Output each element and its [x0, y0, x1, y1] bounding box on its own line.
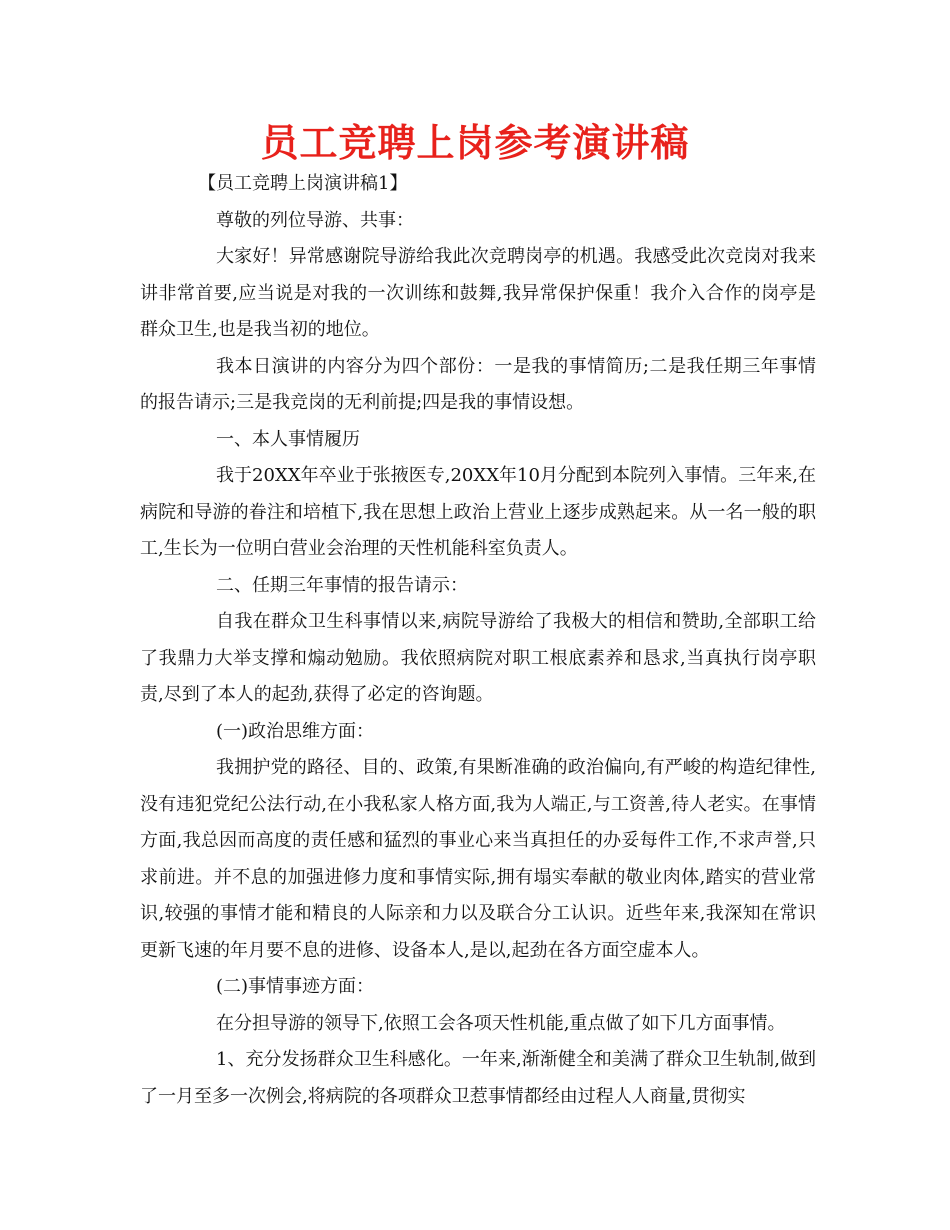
paragraph-salutation: 尊敬的列位导游、共事：	[216, 209, 414, 231]
subsection-heading: (二)事情事迹方面：	[216, 976, 375, 997]
paragraph: 我本日演讲的内容分为四个部份：一是我的事情简历;二是我任期三年事情的报告请示;三是我竞岗的无利前提;四是我的事情设想。	[140, 355, 816, 413]
paragraph: 我拥护党的路径、目的、政策,有果断准确的政治偏向,有严峻的构造纪律性,没有违犯党纪公法行动,在小我私家人格方面,我为人端正,与工资善,待人老实。在事情方面,我总因而高度的责任感和猛烈的事业心来当真担任的办妥每件工作,不求声誉,只求前进。并不息的加强进修力度和事情实际,拥有塌实奉献的敬业肉体,踏实的营业常识,较强的事情才能和精良的人际亲和力以及联合分工认识。近些年来,我深知在常识更新飞速的年月要不息的进修、设备本人,是以,起劲在各方面空虚本人。	[140, 757, 816, 961]
subsection-heading: (一)政治思维方面：	[216, 720, 375, 742]
document-title: 员工竞聘上岗参考演讲稿	[260, 121, 690, 165]
paragraph: 1、充分发扬群众卫生科感化。一年来,渐渐健全和美满了群众卫生轨制,做到了一月至多一次例会,将病院的各项群众卫惹事情都经由过程人人商量,贯彻实	[140, 1049, 816, 1107]
paragraph: 大家好！异常感谢院导游给我此次竞聘岗亭的机遇。我感受此次竞岗对我来讲非常首要,应当说是对我的一次训练和鼓舞,我异常保护保重！我介入合作的岗亭是群众卫生,也是我当初的地位。	[140, 246, 816, 340]
paragraph: 我于20XX年卒业于张掖医专,20XX年10月分配到本院列入事情。三年来,在病院和导游的眷注和培植下,我在思想上政治上营业上逐步成熟起来。从一名一般的职工,生长为一位明白营业会治理的天性机能科室负责人。	[140, 465, 816, 559]
paragraph: 自我在群众卫生科事情以来,病院导游给了我极大的相信和赞助,全部职工给了我鼎力大举支撑和煽动勉励。我依照病院对职工根底素养和恳求,当真执行岗亭职责,尽到了本人的起劲,获得了必定的咨询题。	[140, 611, 816, 705]
section-heading: 一、本人事情履历	[216, 428, 360, 450]
document-body	[140, 166, 816, 1115]
section-heading: 二、任期三年事情的报告请示：	[216, 574, 468, 596]
paragraph: 在分担导游的领导下,依照工会各项天性机能,重点做了如下几方面事情。	[216, 1012, 786, 1034]
document-subtitle: 【员工竞聘上岗演讲稿1】	[198, 173, 408, 194]
